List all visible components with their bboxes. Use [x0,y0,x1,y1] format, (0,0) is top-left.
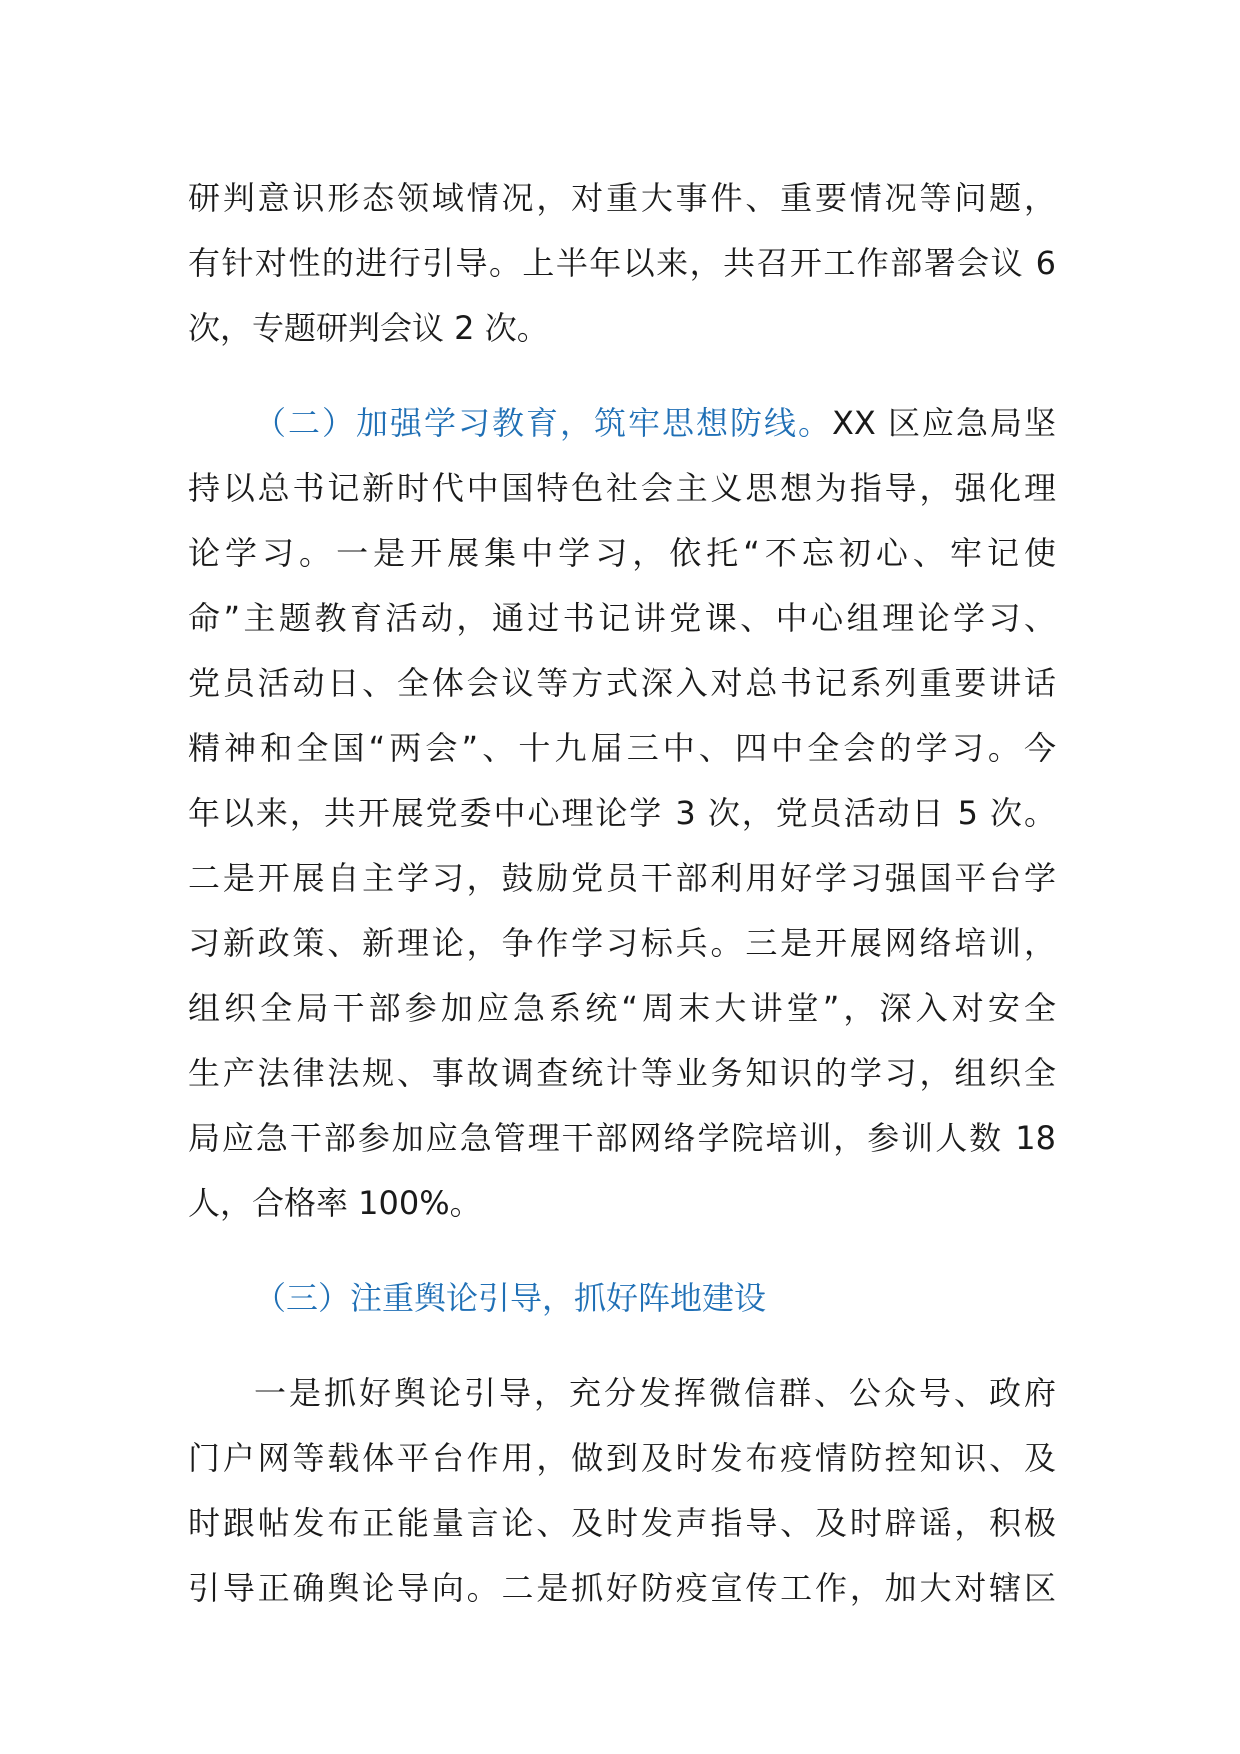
paragraph-first-line-text: XX 区应急局坚 [831,404,1056,442]
paragraph-spacer [188,361,1056,391]
paragraph-1 [188,166,1056,361]
paragraph-line: 研判意识形态领域情况，对重大事件、重要情况等问题， [188,179,1056,217]
paragraph-line: 有针对性的进行引导。上半年以来，共召开工作部署会议 6 [188,244,1056,282]
paragraph-line: 论学习。一是开展集中学习，依托“不忘初心、牢记使 [188,534,1056,572]
paragraph-spacer [188,1236,1056,1266]
paragraph-line: 持以总书记新时代中国特色社会主义思想为指导，强化理 [188,469,1056,507]
paragraph-line: 时跟帖发布正能量言论、及时发声指导、及时辟谣，积极 [188,1504,1056,1542]
paragraph-spacer [188,1331,1056,1361]
paragraph-line: 引导正确舆论导向。二是抓好防疫宣传工作，加大对辖区 [188,1569,1056,1607]
paragraph-line: 局应急干部参加应急管理干部网络学院培训，参训人数 18 [188,1119,1056,1157]
section-heading-3: （三）注重舆论引导，抓好阵地建设 [254,1279,767,1317]
paragraph-line: 人，合格率 100%。 [188,1184,482,1222]
paragraph-line: 门户网等载体平台作用，做到及时发布疫情防控知识、及 [188,1439,1056,1477]
paragraph-line: 生产法律法规、事故调查统计等业务知识的学习，组织全 [188,1054,1056,1092]
paragraph-line: 次，专题研判会议 2 次。 [188,309,549,347]
paragraph-line: 年以来，共开展党委中心理论学 3 次，党员活动日 5 次。 [188,794,1056,832]
paragraph-line: 精神和全国“两会”、十九届三中、四中全会的学习。今 [188,729,1056,767]
paragraph-line: 党员活动日、全体会议等方式深入对总书记系列重要讲话 [188,664,1056,702]
paragraph-line: 组织全局干部参加应急系统“周末大讲堂”，深入对安全 [188,989,1056,1027]
paragraph-first-line [188,391,1056,456]
paragraph-2 [188,391,1056,1236]
paragraph-line: 命”主题教育活动，通过书记讲党课、中心组理论学习、 [188,599,1056,637]
section-heading-2: （二）加强学习教育，筑牢思想防线。 [254,404,832,442]
document-body [188,166,1056,1621]
paragraph-3 [188,1361,1056,1621]
paragraph-line: 一是抓好舆论引导，充分发挥微信群、公众号、政府 [254,1374,1056,1412]
paragraph-line: 二是开展自主学习，鼓励党员干部利用好学习强国平台学 [188,859,1056,897]
paragraph-line: 习新政策、新理论，争作学习标兵。三是开展网络培训， [188,924,1056,962]
